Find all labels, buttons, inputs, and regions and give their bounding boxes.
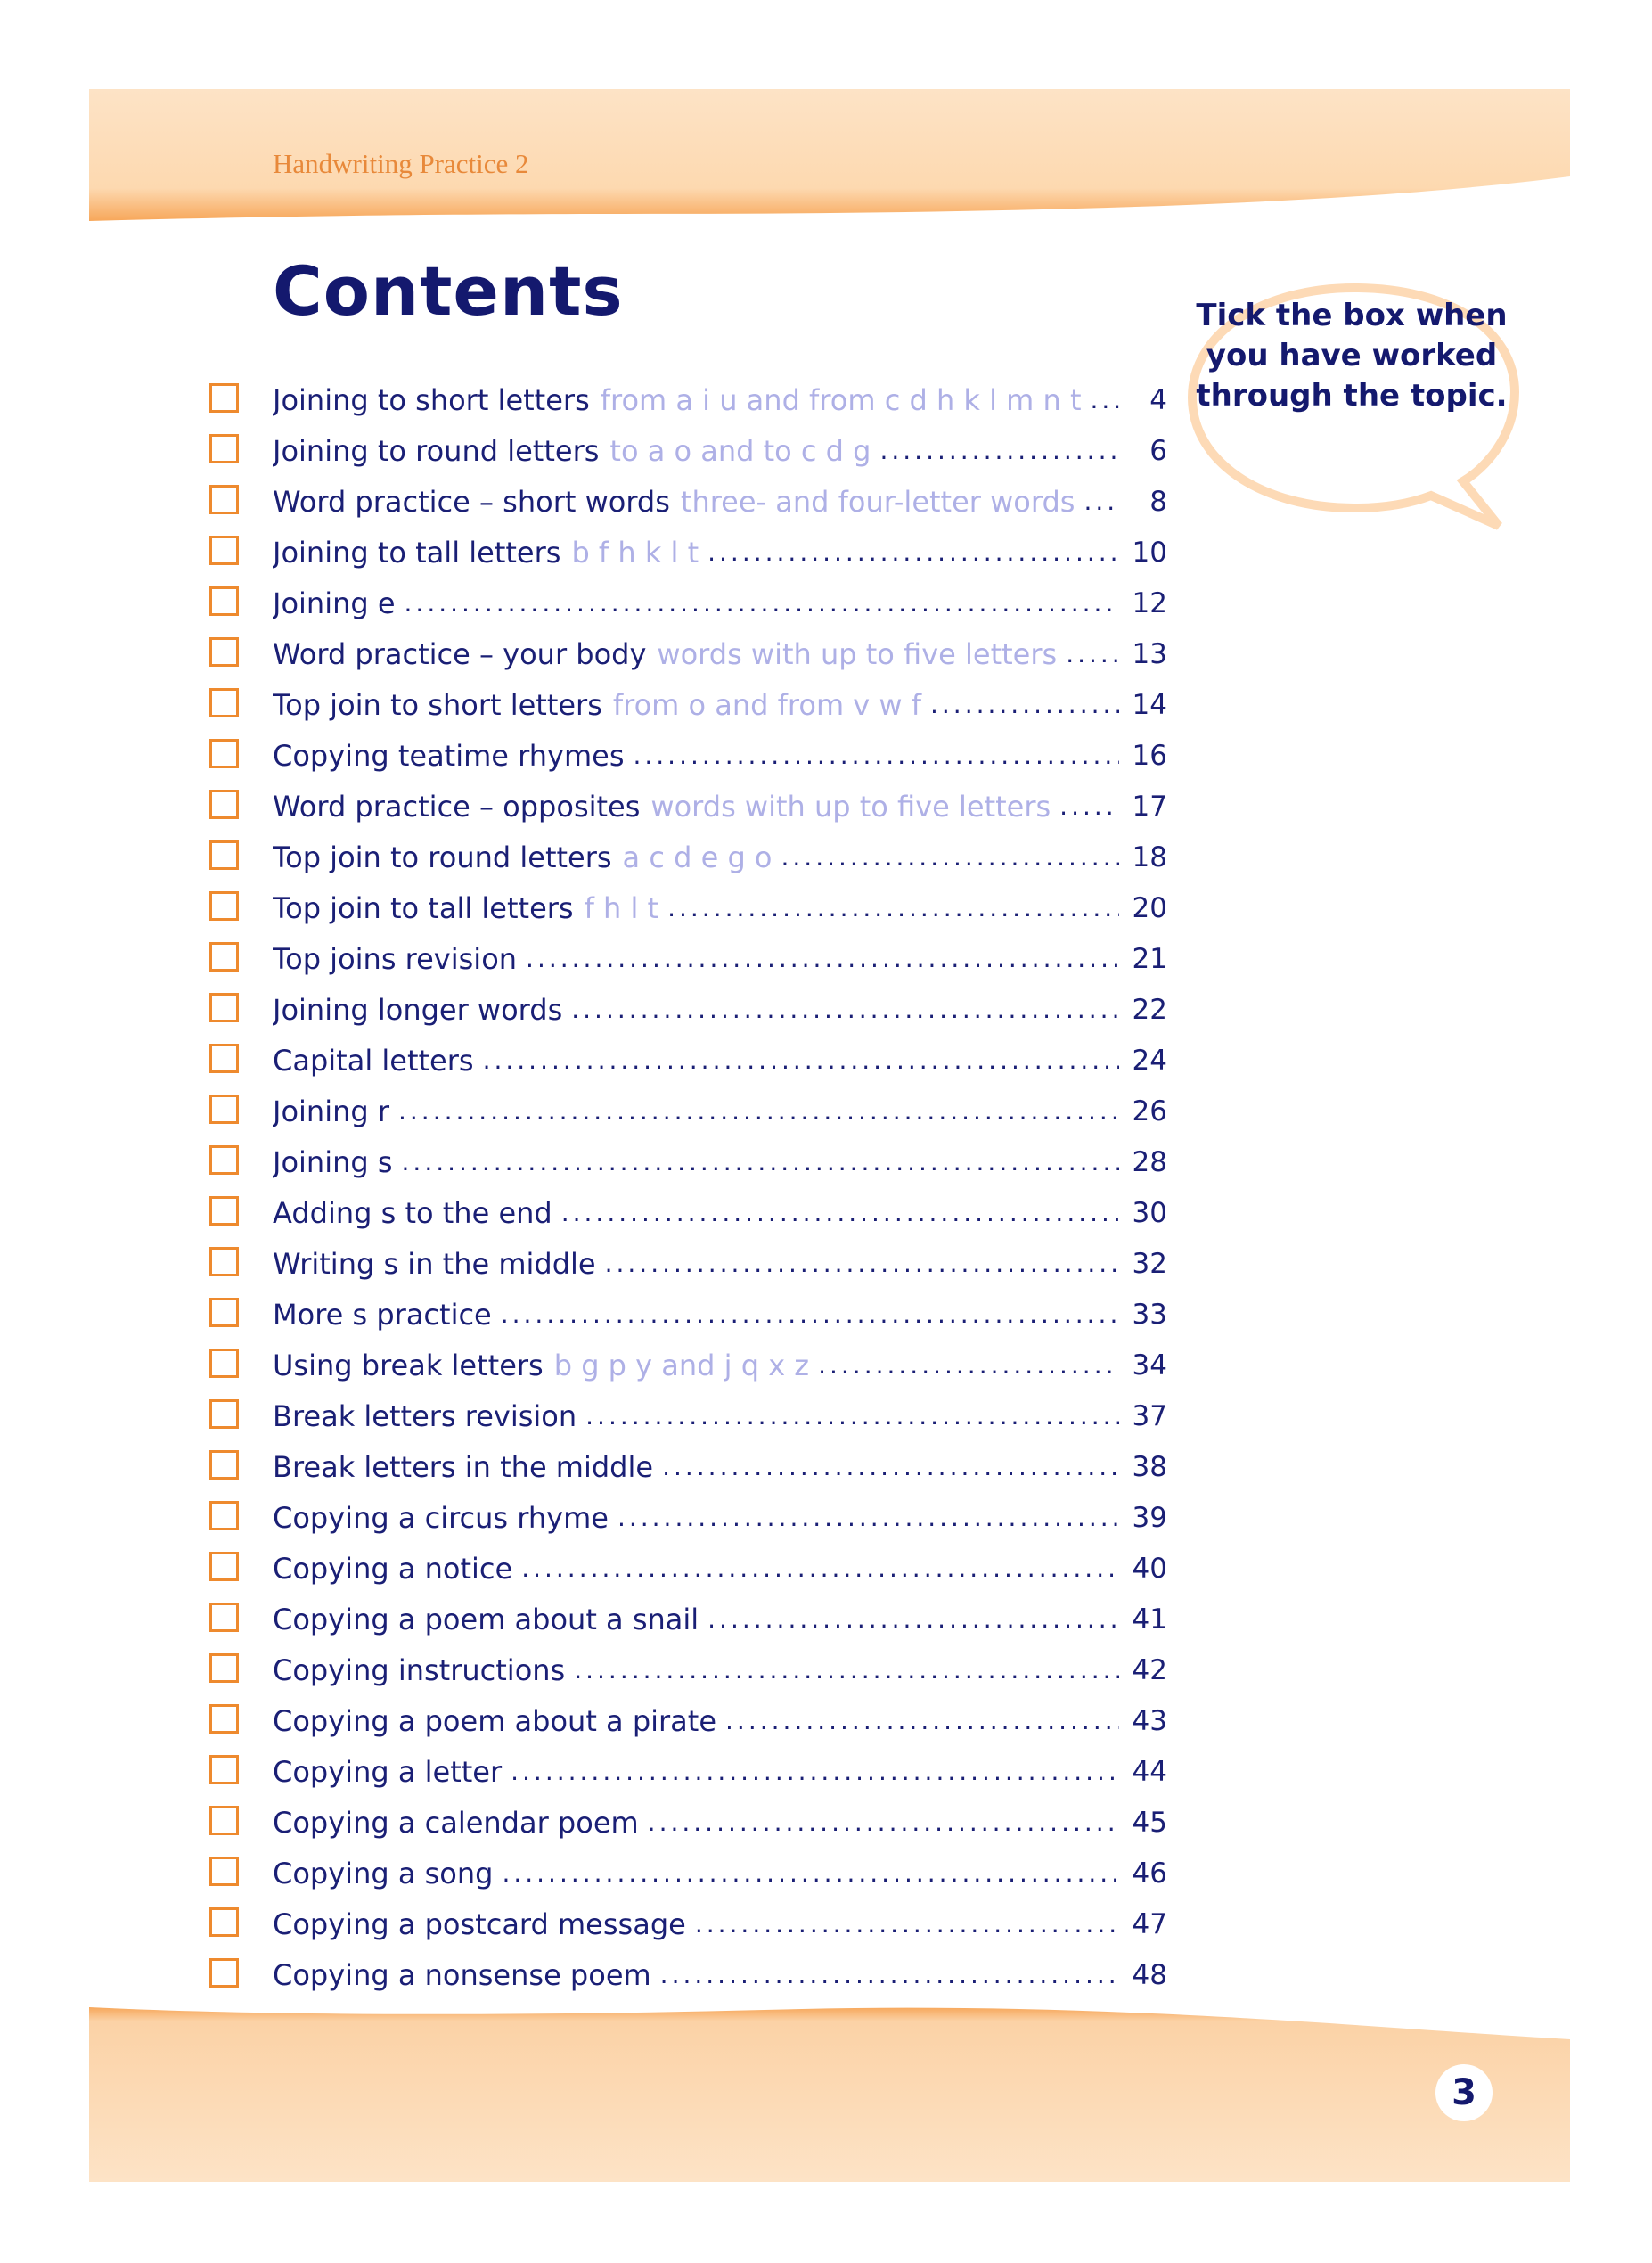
toc-title: More s practice <box>273 1297 492 1332</box>
toc-page-number: 22 <box>1132 993 1167 1026</box>
topic-checkbox[interactable] <box>209 1552 239 1581</box>
toc-row <box>205 1594 1167 1644</box>
toc-page-number: 44 <box>1132 1755 1167 1788</box>
toc-entry <box>273 1086 1167 1136</box>
toc-row <box>205 1746 1167 1797</box>
toc-row <box>205 527 1167 578</box>
topic-checkbox[interactable] <box>209 688 239 717</box>
toc-hint: b f h k l t <box>571 535 699 570</box>
toc-page-number: 4 <box>1149 383 1167 416</box>
toc-entry <box>273 1492 1167 1543</box>
toc-title: Capital letters <box>273 1043 474 1078</box>
topic-checkbox[interactable] <box>209 1247 239 1276</box>
toc-title: Copying instructions <box>273 1652 566 1687</box>
toc-entry <box>273 1695 1167 1746</box>
topic-checkbox[interactable] <box>209 1704 239 1734</box>
toc-row <box>205 1695 1167 1746</box>
toc-page-number: 39 <box>1132 1501 1167 1534</box>
dot-leader <box>483 1045 1119 1075</box>
topic-checkbox[interactable] <box>209 637 239 667</box>
dot-leader <box>561 1198 1119 1227</box>
toc-row <box>205 425 1167 476</box>
toc-entry <box>273 476 1167 527</box>
toc-title: Using break letters <box>273 1348 544 1382</box>
topic-checkbox[interactable] <box>209 1857 239 1886</box>
topic-checkbox[interactable] <box>209 1958 239 1988</box>
toc-entry <box>273 425 1167 476</box>
toc-page-number: 18 <box>1132 840 1167 873</box>
dot-leader <box>1091 385 1120 414</box>
toc-row <box>205 781 1167 832</box>
toc-row <box>205 1289 1167 1340</box>
footer-band <box>89 2007 1570 2182</box>
topic-checkbox[interactable] <box>209 1298 239 1327</box>
dot-leader <box>511 1757 1119 1786</box>
toc-row <box>205 984 1167 1035</box>
toc-hint: from a i u and from c d h k l m n t <box>600 382 1082 417</box>
toc-row <box>205 730 1167 781</box>
toc-title: Joining to tall letters <box>273 535 561 570</box>
toc-page-number: 16 <box>1132 739 1167 772</box>
dot-leader <box>398 1096 1119 1126</box>
toc-entry <box>273 1187 1167 1238</box>
toc-row <box>205 578 1167 628</box>
toc-entry <box>273 1949 1167 2000</box>
toc-page-number: 32 <box>1132 1247 1167 1280</box>
topic-checkbox[interactable] <box>209 434 239 463</box>
dot-leader <box>633 741 1119 770</box>
toc-row <box>205 1949 1167 2000</box>
toc-page-number: 8 <box>1149 485 1167 518</box>
toc-title: Copying a notice <box>273 1551 513 1586</box>
toc-page-number: 42 <box>1132 1653 1167 1686</box>
dot-leader <box>707 1604 1119 1634</box>
topic-checkbox[interactable] <box>209 790 239 819</box>
dot-leader <box>526 944 1119 973</box>
page-title: Contents <box>273 251 624 331</box>
toc-row <box>205 1390 1167 1441</box>
dot-leader <box>660 1960 1119 1989</box>
toc-page-number: 20 <box>1132 891 1167 924</box>
toc-entry <box>273 527 1167 578</box>
toc-page-number: 26 <box>1132 1095 1167 1127</box>
topic-checkbox[interactable] <box>209 993 239 1022</box>
toc-hint: f h l t <box>584 890 659 925</box>
toc-title: Word practice – opposites <box>273 789 641 824</box>
toc-entry <box>273 1136 1167 1187</box>
toc-page-number: 33 <box>1132 1298 1167 1331</box>
toc-entry <box>273 1644 1167 1695</box>
toc-page-number: 30 <box>1132 1196 1167 1229</box>
toc-page-number: 21 <box>1132 942 1167 975</box>
toc-row <box>205 1644 1167 1695</box>
toc-row <box>205 628 1167 679</box>
toc-row <box>205 1187 1167 1238</box>
topic-checkbox[interactable] <box>209 1196 239 1226</box>
toc-entry <box>273 374 1167 425</box>
toc-title: Copying a poem about a snail <box>273 1602 699 1636</box>
toc-row <box>205 1797 1167 1848</box>
toc-title: Word practice – short words <box>273 484 670 519</box>
topic-checkbox[interactable] <box>209 1450 239 1480</box>
dot-leader <box>501 1300 1119 1329</box>
topic-checkbox[interactable] <box>209 1145 239 1175</box>
toc-entry <box>273 1238 1167 1289</box>
dot-leader <box>781 842 1120 872</box>
topic-checkbox[interactable] <box>209 1399 239 1429</box>
dot-leader <box>707 537 1119 567</box>
topic-checkbox[interactable] <box>209 1095 239 1124</box>
dot-leader <box>930 690 1119 719</box>
toc-title: Writing s in the middle <box>273 1246 596 1281</box>
toc-title: Joining s <box>273 1144 393 1179</box>
toc-title: Copying a postcard message <box>273 1906 686 1941</box>
topic-checkbox[interactable] <box>209 1806 239 1835</box>
topic-checkbox[interactable] <box>209 383 239 413</box>
toc-entry <box>273 1898 1167 1949</box>
dot-leader <box>521 1554 1119 1583</box>
toc-title: Copying teatime rhymes <box>273 738 625 773</box>
toc-hint: words with up to five letters <box>657 636 1058 671</box>
topic-checkbox[interactable] <box>209 942 239 972</box>
toc-page-number: 24 <box>1132 1044 1167 1077</box>
dot-leader <box>648 1808 1119 1837</box>
toc-row <box>205 374 1167 425</box>
dot-leader <box>695 1909 1119 1939</box>
toc-row <box>205 1340 1167 1390</box>
toc-row <box>205 679 1167 730</box>
toc-title: Joining e <box>273 586 396 620</box>
toc-title: Copying a song <box>273 1856 494 1890</box>
toc-row <box>205 1543 1167 1594</box>
toc-title: Break letters revision <box>273 1398 577 1433</box>
toc-page-number: 12 <box>1132 586 1167 619</box>
toc-title: Top joins revision <box>273 941 518 976</box>
toc-entry <box>273 578 1167 628</box>
dot-leader <box>585 1401 1119 1431</box>
toc-title: Copying a circus rhyme <box>273 1500 609 1535</box>
toc-page-number: 45 <box>1132 1806 1167 1839</box>
dot-leader <box>1066 639 1119 668</box>
dot-leader <box>1059 791 1119 821</box>
toc-entry <box>273 730 1167 781</box>
dot-leader <box>667 893 1119 922</box>
topic-checkbox[interactable] <box>209 1653 239 1683</box>
toc-page-number: 17 <box>1132 790 1167 823</box>
dot-leader <box>502 1858 1119 1888</box>
toc-title: Copying a nonsense poem <box>273 1957 651 1992</box>
toc-entry <box>273 1746 1167 1797</box>
toc-row <box>205 1136 1167 1187</box>
toc-entry <box>273 1035 1167 1086</box>
toc-entry <box>273 1848 1167 1898</box>
toc-page-number: 13 <box>1132 637 1167 670</box>
toc-row <box>205 1492 1167 1543</box>
dot-leader <box>1084 487 1119 516</box>
bubble-text: Tick the box when you have worked through the topic. <box>1196 298 1508 414</box>
toc-hint: words with up to five letters <box>650 789 1051 824</box>
toc-title: Top join to tall letters <box>273 890 574 925</box>
dot-leader <box>818 1350 1119 1380</box>
toc-entry <box>273 1390 1167 1441</box>
toc-entry <box>273 679 1167 730</box>
toc-page-number: 48 <box>1132 1958 1167 1991</box>
toc-page-number: 6 <box>1149 434 1167 467</box>
topic-checkbox[interactable] <box>209 1755 239 1784</box>
toc-entry <box>273 1543 1167 1594</box>
contents-list <box>205 374 1167 2000</box>
toc-page-number: 47 <box>1132 1907 1167 1940</box>
toc-page-number: 28 <box>1132 1145 1167 1178</box>
toc-entry <box>273 781 1167 832</box>
toc-row <box>205 476 1167 527</box>
toc-title: Break letters in the middle <box>273 1449 654 1484</box>
toc-page-number: 46 <box>1132 1857 1167 1890</box>
topic-checkbox[interactable] <box>209 586 239 616</box>
toc-page-number: 34 <box>1132 1349 1167 1382</box>
dot-leader <box>402 1147 1119 1177</box>
toc-entry <box>273 1594 1167 1644</box>
toc-title: Top join to short letters <box>273 687 602 722</box>
toc-row <box>205 933 1167 984</box>
dot-leader <box>617 1503 1119 1532</box>
toc-entry <box>273 1441 1167 1492</box>
toc-title: Copying a poem about a pirate <box>273 1703 717 1738</box>
toc-page-number: 10 <box>1132 536 1167 569</box>
topic-checkbox[interactable] <box>209 536 239 565</box>
toc-row <box>205 832 1167 882</box>
toc-entry <box>273 832 1167 882</box>
toc-title: Copying a calendar poem <box>273 1805 639 1840</box>
toc-title: Copying a letter <box>273 1754 503 1789</box>
dot-leader <box>405 588 1119 618</box>
toc-hint: a c d e g o <box>622 840 773 874</box>
toc-title: Top join to round letters <box>273 840 612 874</box>
toc-entry <box>273 933 1167 984</box>
topic-checkbox[interactable] <box>209 891 239 921</box>
toc-row <box>205 1238 1167 1289</box>
topic-checkbox[interactable] <box>209 1044 239 1073</box>
toc-title: Joining longer words <box>273 992 563 1027</box>
header-title: Handwriting Practice 2 <box>273 148 529 179</box>
topic-checkbox[interactable] <box>209 739 239 768</box>
topic-checkbox[interactable] <box>209 1907 239 1937</box>
topic-checkbox[interactable] <box>209 1349 239 1378</box>
toc-page-number: 41 <box>1132 1603 1167 1636</box>
toc-entry <box>273 984 1167 1035</box>
dot-leader <box>662 1452 1119 1481</box>
topic-checkbox[interactable] <box>209 840 239 870</box>
topic-checkbox[interactable] <box>209 1501 239 1530</box>
toc-page-number: 38 <box>1132 1450 1167 1483</box>
toc-page-number: 43 <box>1132 1704 1167 1737</box>
toc-title: Joining r <box>273 1094 389 1128</box>
toc-row <box>205 1848 1167 1898</box>
toc-title: Joining to short letters <box>273 382 590 417</box>
toc-row <box>205 1441 1167 1492</box>
toc-hint: three- and four-letter words <box>680 484 1075 519</box>
dot-leader <box>725 1706 1119 1735</box>
toc-page-number: 37 <box>1132 1399 1167 1432</box>
toc-title: Adding s to the end <box>273 1195 552 1230</box>
toc-page-number: 14 <box>1132 688 1167 721</box>
toc-page-number: 40 <box>1132 1552 1167 1585</box>
toc-row <box>205 1035 1167 1086</box>
toc-row <box>205 882 1167 933</box>
dot-leader <box>605 1249 1119 1278</box>
toc-hint: from o and from v w f <box>612 687 921 722</box>
toc-entry <box>273 628 1167 679</box>
toc-entry <box>273 1340 1167 1390</box>
dot-leader <box>571 995 1119 1024</box>
toc-hint: b g p y and j q x z <box>553 1348 810 1382</box>
toc-title: Word practice – your body <box>273 636 647 671</box>
topic-checkbox[interactable] <box>209 1603 239 1632</box>
topic-checkbox[interactable] <box>209 485 239 514</box>
page-number: 3 <box>1452 2072 1476 2113</box>
toc-title: Joining to round letters <box>273 433 600 468</box>
toc-row <box>205 1086 1167 1136</box>
toc-entry <box>273 882 1167 933</box>
toc-entry <box>273 1289 1167 1340</box>
toc-row <box>205 1898 1167 1949</box>
dot-leader <box>879 436 1119 465</box>
toc-hint: to a o and to c d g <box>609 433 871 468</box>
dot-leader <box>574 1655 1119 1685</box>
toc-entry <box>273 1797 1167 1848</box>
